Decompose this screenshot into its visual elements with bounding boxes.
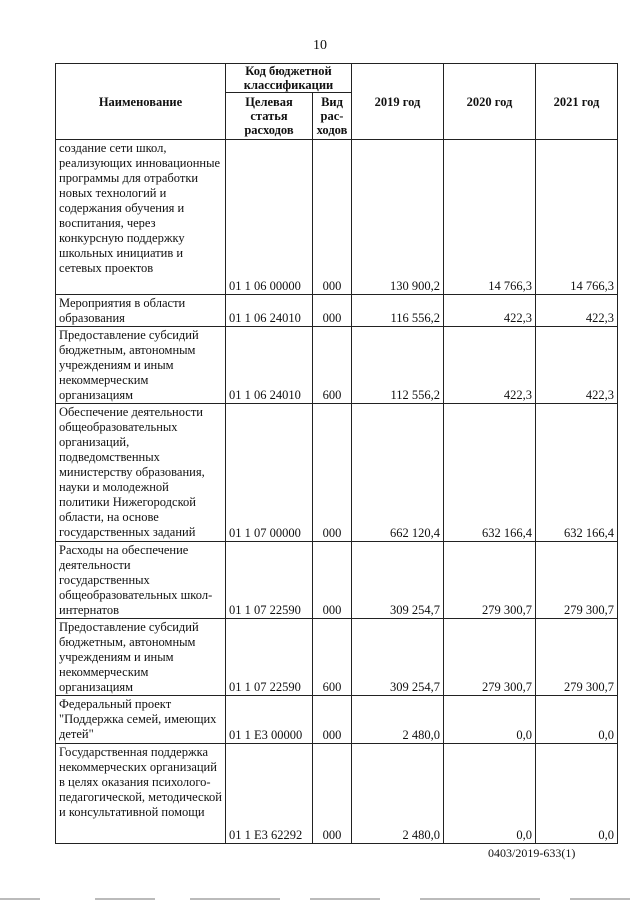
- row-code: 01 1 E3 00000: [226, 696, 313, 744]
- row-2021: 14 766,3: [536, 140, 618, 295]
- header-2020: 2020 год: [444, 64, 536, 140]
- row-name: Мероприятия в области образования: [56, 295, 226, 327]
- budget-table: [55, 63, 618, 844]
- header-2019: 2019 год: [352, 64, 444, 140]
- row-2019: 2 480,0: [352, 744, 444, 844]
- row-2021: 0,0: [536, 696, 618, 744]
- row-type: 000: [313, 295, 352, 327]
- table-row: [56, 295, 618, 327]
- row-2021: 279 300,7: [536, 542, 618, 619]
- row-2020: 0,0: [444, 744, 536, 844]
- row-2020: 632 166,4: [444, 404, 536, 542]
- row-2020: 0,0: [444, 696, 536, 744]
- row-2021: 422,3: [536, 327, 618, 404]
- table-row: [56, 140, 618, 295]
- row-type: 600: [313, 619, 352, 696]
- row-code: 01 1 06 24010: [226, 295, 313, 327]
- row-2020: 279 300,7: [444, 619, 536, 696]
- header-target-article: Целевая статья расходов: [226, 93, 313, 140]
- table-row: [56, 404, 618, 542]
- row-name: Обеспечение деятельности общеобразовательных организаций, подведомственных министерству образования, науки и молодежной политики Нижегородской области, на основе государственных заданий: [56, 404, 226, 542]
- row-type: 600: [313, 327, 352, 404]
- row-2021: 422,3: [536, 295, 618, 327]
- row-type: 000: [313, 404, 352, 542]
- row-2019: 116 556,2: [352, 295, 444, 327]
- row-2020: 422,3: [444, 327, 536, 404]
- row-2019: 112 556,2: [352, 327, 444, 404]
- header-expense-type: Вид рас-ходов: [313, 93, 352, 140]
- row-code: 01 1 07 22590: [226, 542, 313, 619]
- row-2021: 279 300,7: [536, 619, 618, 696]
- row-code: 01 1 07 00000: [226, 404, 313, 542]
- row-type: 000: [313, 140, 352, 295]
- row-2019: 662 120,4: [352, 404, 444, 542]
- scan-artifact-strip: [0, 895, 640, 905]
- table-row: [56, 542, 618, 619]
- row-name: Предоставление субсидий бюджетным, автономным учреждениям и иным некоммерческим организациям: [56, 327, 226, 404]
- row-2019: 309 254,7: [352, 542, 444, 619]
- row-type: 000: [313, 542, 352, 619]
- row-code: 01 1 06 00000: [226, 140, 313, 295]
- header-name: Наименование: [56, 64, 226, 140]
- row-name: Государственная поддержка некоммерческих организаций в целях оказания психолого-педагогической, методической и консультативной помощи: [56, 744, 226, 844]
- row-2019: 130 900,2: [352, 140, 444, 295]
- row-2019: 309 254,7: [352, 619, 444, 696]
- document-code: 0403/2019-633(1): [488, 846, 576, 860]
- row-type: 000: [313, 696, 352, 744]
- header-2021: 2021 год: [536, 64, 618, 140]
- row-code: 01 1 07 22590: [226, 619, 313, 696]
- row-name: создание сети школ, реализующих инновационные программы для отработки новых технологий и содержания обучения и воспитания, через конкурсную поддержку школьных инициатив и сетевых проектов: [56, 140, 226, 295]
- page-number: 10: [313, 38, 327, 53]
- row-name: Федеральный проект "Поддержка семей, имеющих детей": [56, 696, 226, 744]
- row-2019: 2 480,0: [352, 696, 444, 744]
- row-name: Предоставление субсидий бюджетным, автономным учреждениям и иным некоммерческим организациям: [56, 619, 226, 696]
- row-code: 01 1 E3 62292: [226, 744, 313, 844]
- row-2020: 422,3: [444, 295, 536, 327]
- table-row: [56, 744, 618, 844]
- row-type: 000: [313, 744, 352, 844]
- row-code: 01 1 06 24010: [226, 327, 313, 404]
- row-2020: 279 300,7: [444, 542, 536, 619]
- row-2021: 0,0: [536, 744, 618, 844]
- header-kbk: Код бюджетной классификации: [226, 64, 352, 93]
- row-2020: 14 766,3: [444, 140, 536, 295]
- table-row: [56, 619, 618, 696]
- table-row: [56, 696, 618, 744]
- table-row: [56, 327, 618, 404]
- row-2021: 632 166,4: [536, 404, 618, 542]
- row-name: Расходы на обеспечение деятельности государственных общеобразовательных школ-интернатов: [56, 542, 226, 619]
